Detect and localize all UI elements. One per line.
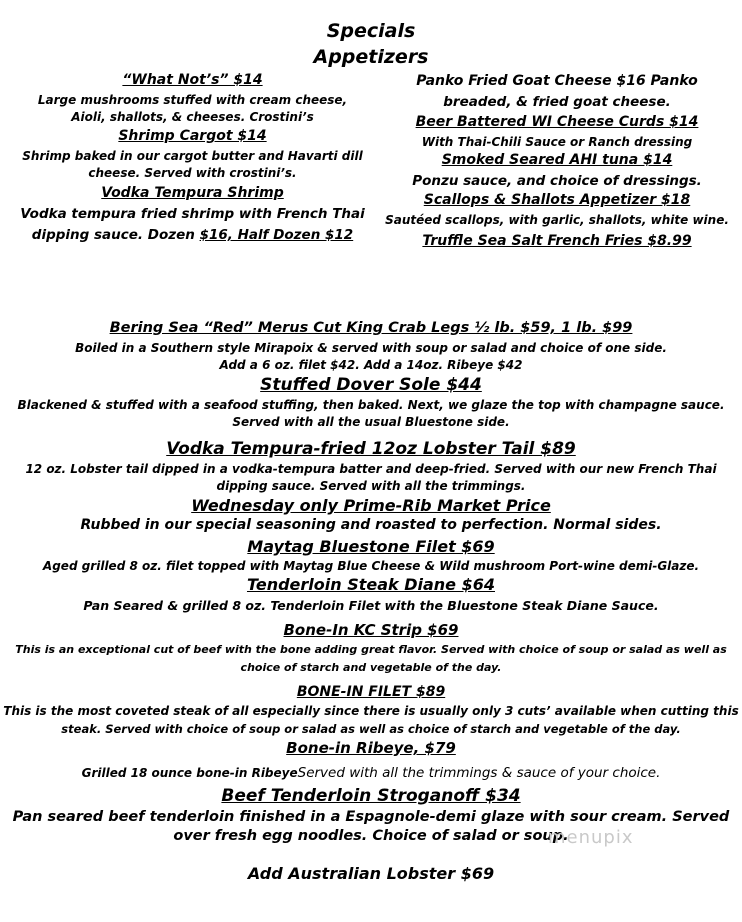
- appetizer-truffle-fries-name: Truffle Sea Salt French Fries $8.99: [422, 233, 692, 249]
- entree-diane-desc: Pan Seared & grilled 8 oz. Tenderloin Filet with the Bluestone Steak Diane Sauce.: [83, 598, 659, 613]
- entree-prime-rib-name: Wednesday only Prime-Rib Market Price: [191, 496, 551, 515]
- entree-bone-in-filet-desc: This is the most coveted steak of all especially since there is usually only 3 cuts’ available when cutting this: [3, 704, 739, 718]
- entree-kc-strip-name: Bone-In KC Strip $69: [283, 621, 459, 639]
- entree-diane-name: Tenderloin Steak Diane $64: [246, 575, 495, 594]
- entree-stroganoff-desc: over fresh egg noodles. Choice of salad or soup.: [173, 828, 569, 844]
- entree-lobster-desc: 12 oz. Lobster tail dipped in a vodka-tempura batter and deep-fried. Served with our new French Thai: [25, 462, 717, 476]
- appetizer-shrimp-cargot-name: Shrimp Cargot $14: [118, 128, 267, 144]
- entree-ribeye-desc: [0, 762, 742, 781]
- entree-maytag-name: Maytag Bluestone Filet $69: [247, 537, 495, 556]
- ribeye-desc-part-b: Served with all the trimmings & sauce of your choice.: [297, 765, 661, 781]
- entree-sole-desc: Served with all the usual Bluestone side.: [232, 415, 510, 429]
- section-title-appetizers: Appetizers: [313, 46, 429, 68]
- entree-crab-desc: Add a 6 oz. filet $42. Add a 14oz. Ribeye $42: [219, 358, 523, 372]
- appetizer-what-nots-desc: Large mushrooms stuffed with cream cheese,: [37, 93, 348, 107]
- entree-bone-in-filet-desc: steak. Served with choice of soup or salad as well as choice of starch and vegetable of the day.: [61, 722, 681, 736]
- entree-add-lobster: Add Australian Lobster $69: [247, 864, 495, 883]
- entree-bone-in-filet-name: BONE-IN FILET $89: [296, 684, 446, 700]
- entree-kc-strip-desc: This is an exceptional cut of beef with the bone adding great flavor. Served with choice of soup or salad as well as: [15, 643, 727, 656]
- entree-maytag-desc: Aged grilled 8 oz. filet topped with Maytag Blue Cheese & Wild mushroom Port-wine demi-Glaze.: [42, 559, 700, 573]
- appetizer-cheese-curds-desc: With Thai-Chili Sauce or Ranch dressing: [421, 135, 693, 149]
- appetizer-shrimp-cargot-desc: Shrimp baked in our cargot butter and Havarti dill: [22, 149, 363, 163]
- entree-lobster-name: Vodka Tempura-fried 12oz Lobster Tail $89: [166, 439, 576, 459]
- entree-ribeye-name: Bone-in Ribeye, $79: [286, 739, 456, 757]
- entree-kc-strip-desc: choice of starch and vegetable of the day.: [240, 661, 502, 674]
- appetizer-scallops-name: Scallops & Shallots Appetizer $18: [423, 192, 691, 208]
- entree-lobster-desc: dipping sauce. Served with all the trimmings.: [216, 479, 526, 493]
- appetizer-goat-cheese-line2: breaded, & fried goat cheese.: [443, 94, 671, 110]
- appetizer-vodka-shrimp-price-line: [20, 227, 365, 243]
- appetizer-vodka-shrimp-desc: Vodka tempura fried shrimp with French Thai: [20, 206, 365, 222]
- appetizer-shrimp-cargot-desc: cheese. Served with crostini’s.: [88, 166, 297, 180]
- appetizer-scallops-desc: Sautéed scallops, with garlic, shallots, white wine.: [385, 213, 729, 227]
- price-line-prefix: dipping sauce. Dozen: [31, 227, 200, 243]
- price-line-prices: $16, Half Dozen $12: [199, 227, 354, 243]
- entree-crab-desc: Boiled in a Southern style Mirapoix & served with soup or salad and choice of one side.: [75, 341, 667, 355]
- appetizer-vodka-shrimp-name: Vodka Tempura Shrimp: [101, 185, 284, 201]
- ribeye-desc-part-a: Grilled 18 ounce bone-in Ribeye: [81, 766, 298, 780]
- appetizer-cheese-curds-name: Beer Battered WI Cheese Curds $14: [415, 114, 699, 130]
- entree-sole-desc: Blackened & stuffed with a seafood stuffing, then baked. Next, we glaze the top with champagne sauce.: [17, 398, 725, 412]
- entree-stroganoff-desc: Pan seared beef tenderloin finished in a Espagnole-demi glaze with sour cream. Served: [12, 809, 730, 825]
- entree-crab-name: Bering Sea “Red” Merus Cut King Crab Legs ½ lb. $59, 1 lb. $99: [109, 320, 633, 336]
- entree-stroganoff-name: Beef Tenderloin Stroganoff $34: [221, 786, 521, 806]
- appetizer-ahi-tuna-desc: Ponzu sauce, and choice of dressings.: [412, 173, 702, 189]
- appetizer-goat-cheese-line1: Panko Fried Goat Cheese $16 Panko: [416, 73, 698, 89]
- appetizer-what-nots-desc: Aioli, shallots, & cheeses. Crostini’s: [71, 110, 314, 124]
- page-title: Specials: [326, 20, 416, 42]
- appetizer-what-nots-name: “What Not’s” $14: [122, 72, 263, 88]
- entree-prime-rib-desc: Rubbed in our special seasoning and roasted to perfection. Normal sides.: [80, 517, 662, 533]
- entree-sole-name: Stuffed Dover Sole $44: [260, 375, 482, 395]
- appetizer-ahi-tuna-name: Smoked Seared AHI tuna $14: [441, 152, 673, 168]
- watermark: menupix: [548, 827, 634, 848]
